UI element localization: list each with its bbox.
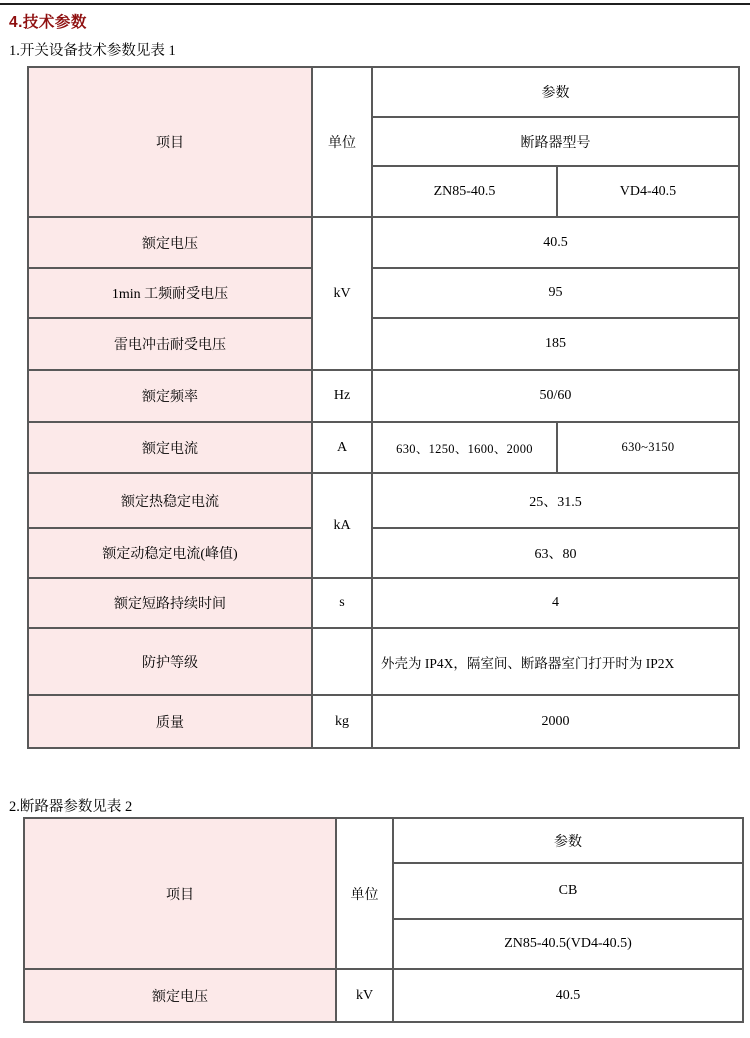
value-cell: 2000 xyxy=(372,695,739,748)
unit-cell xyxy=(312,628,372,695)
table2-caption: 2.断路器参数见表 2 xyxy=(9,799,133,815)
item-cell: 额定电压 xyxy=(24,969,336,1022)
item-cell: 额定电压 xyxy=(28,217,312,268)
table-row xyxy=(28,578,739,628)
value-cell: 185 xyxy=(372,318,739,370)
table-row xyxy=(28,67,739,117)
table1-caption: 1.开关设备技术参数见表 1 xyxy=(9,43,176,59)
unit-cell: kV xyxy=(312,217,372,370)
value-cell: 40.5 xyxy=(372,217,739,268)
item-cell: 1min 工频耐受电压 xyxy=(28,268,312,318)
circuit-breaker-parameters-table xyxy=(23,817,744,1023)
switchgear-parameters-table xyxy=(27,66,740,749)
item-cell: 雷电冲击耐受电压 xyxy=(28,318,312,370)
item-cell: 防护等级 xyxy=(28,628,312,695)
model2-cell: VD4-40.5 xyxy=(557,166,739,217)
item-cell: 额定电流 xyxy=(28,422,312,473)
unit-cell: kA xyxy=(312,473,372,578)
item-cell: 额定动稳定电流(峰值) xyxy=(28,528,312,578)
model-label-cell: 断路器型号 xyxy=(372,117,739,166)
table-row xyxy=(28,628,739,695)
item-header-cell: 项目 xyxy=(28,67,312,217)
table-row xyxy=(28,268,739,318)
unit-cell: kg xyxy=(312,695,372,748)
value-cell: 95 xyxy=(372,268,739,318)
value-cell: 4 xyxy=(372,578,739,628)
unit-header-cell: 单位 xyxy=(312,67,372,217)
table-row xyxy=(28,695,739,748)
unit-cell: A xyxy=(312,422,372,473)
table-row xyxy=(28,370,739,422)
value-cell-model2: 630~3150 xyxy=(557,422,739,473)
value-cell: 50/60 xyxy=(372,370,739,422)
value-cell: 63、80 xyxy=(372,528,739,578)
table-row xyxy=(28,422,739,473)
value-cell: 25、31.5 xyxy=(372,473,739,528)
value-cell-model1: 630、1250、1600、2000 xyxy=(372,422,557,473)
unit-header-cell: 单位 xyxy=(336,818,393,969)
table-row xyxy=(28,473,739,528)
table-row xyxy=(24,969,743,1022)
param-header-cell: 参数 xyxy=(372,67,739,117)
table-row xyxy=(28,217,739,268)
value-cell: 外壳为 IP4X，隔室间、断路器室门打开时为 IP2X xyxy=(372,628,739,695)
unit-cell: Hz xyxy=(312,370,372,422)
table-row xyxy=(28,528,739,578)
item-header-cell: 项目 xyxy=(24,818,336,969)
model-label-cell: CB xyxy=(393,863,743,919)
value-cell: 40.5 xyxy=(393,969,743,1022)
model1-cell: ZN85-40.5 xyxy=(372,166,557,217)
table-row xyxy=(24,818,743,863)
item-cell: 额定频率 xyxy=(28,370,312,422)
unit-cell: s xyxy=(312,578,372,628)
item-cell: 质量 xyxy=(28,695,312,748)
unit-cell: kV xyxy=(336,969,393,1022)
item-cell: 额定热稳定电流 xyxy=(28,473,312,528)
param-header-cell: 参数 xyxy=(393,818,743,863)
table-row xyxy=(28,318,739,370)
top-horizontal-rule xyxy=(0,3,750,5)
model-cell: ZN85-40.5(VD4-40.5) xyxy=(393,919,743,969)
page-title: 4.技术参数 xyxy=(9,14,87,31)
item-cell: 额定短路持续时间 xyxy=(28,578,312,628)
